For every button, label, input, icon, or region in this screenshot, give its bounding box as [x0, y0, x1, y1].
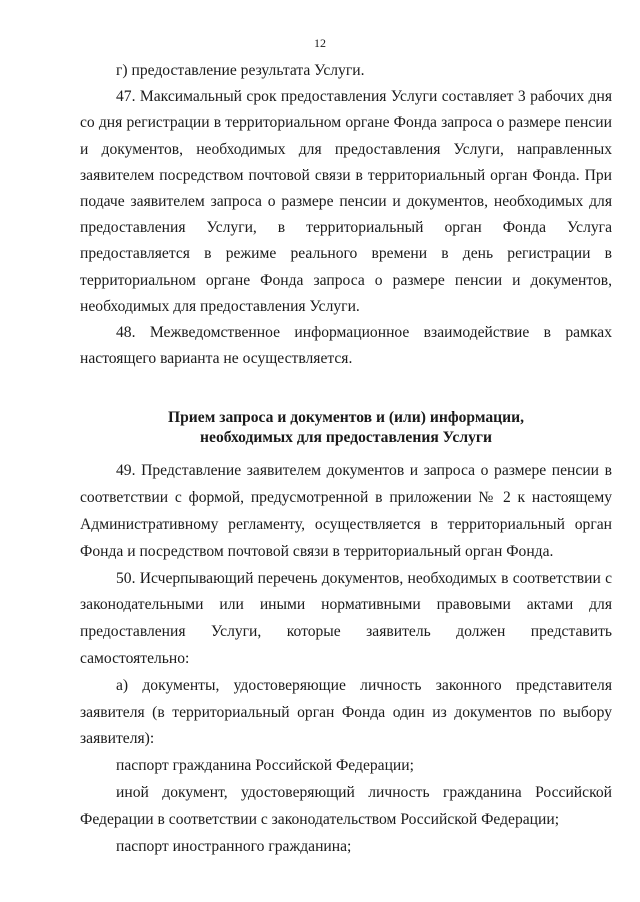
section-heading-line-2: необходимых для предоставления Услуги	[200, 429, 492, 447]
list-item-passport-rf: паспорт гражданина Российской Федерации;	[116, 757, 414, 775]
list-item-foreign-passport: паспорт иностранного гражданина;	[116, 837, 352, 855]
document-body	[80, 58, 612, 860]
paragraph-49: 49. Представление заявителем документов и запроса о размере пенсии в соответствии с формой, предусмотренной в приложении № 2 к настоящему Административному регламенту, осуществляется в территориальный орган Фонда и посредством почтовой связи в территориальный орган Фонда.	[80, 462, 612, 560]
paragraph-result-item: г) предоставление результата Услуги.	[116, 62, 365, 79]
paragraph-48: 48. Межведомственное информационное взаимодействие в рамках настоящего варианта не осуществляется.	[80, 324, 612, 368]
section-heading	[80, 408, 612, 448]
paragraph-47: 47. Максимальный срок предоставления Услуги составляет 3 рабочих дня со дня регистрации в территориальном органе Фонда запроса о размере пенсии и документов, необходимых для предоставления Услуги, направленных заявителем посредством почтовой связи в территориальный орган Фонда. При подаче заявителем запроса о размере пенсии и документов, необходимых для предоставления Услуги, в территориальный орган Фонда Услуга предоставляется в режиме реального времени в день регистрации в территориальном органе Фонда запроса о размере пенсии и документов, необходимых для предоставления Услуги.	[80, 88, 612, 315]
page-number: 12	[314, 36, 326, 50]
paragraph-50: 50. Исчерпывающий перечень документов, необходимых в соответствии с законодательными или иными нормативными правовыми актами для предоставления Услуги, которые заявитель должен представить самостоятельно:	[80, 569, 612, 668]
list-item-other-id-document: иной документ, удостоверяющий личность гражданина Российской Федерации в соответствии с законодательством Российской Федерации;	[80, 784, 612, 828]
paragraph-50-a: а) документы, удостоверяющие личность законного представителя заявителя (в территориальный орган Фонда один из документов по выбору заявителя):	[80, 676, 612, 748]
section-heading-line-1: Прием запроса и документов и (или) информации,	[167, 409, 525, 427]
